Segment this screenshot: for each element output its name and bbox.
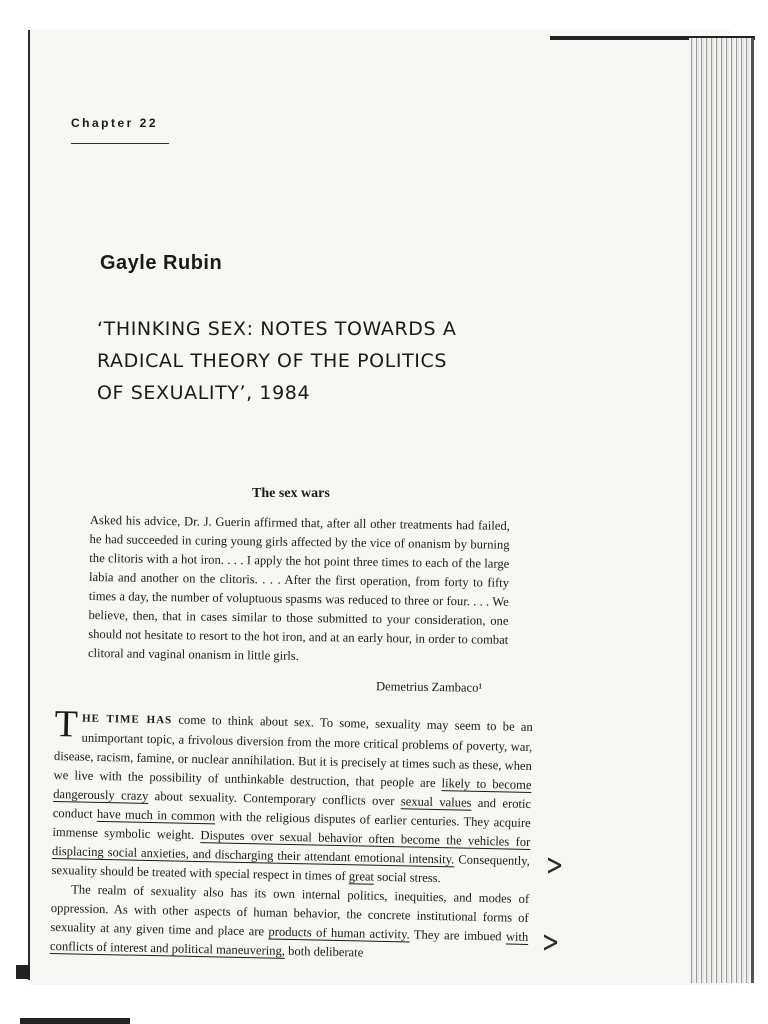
- text-run: come to think about sex. To some, sexuality may seem to be an unimportant topic, a frivolous diversion from the more critical problems of poverty, war, disease, racism, famine, or nuclear annihilation. But it is precisely at times such as these, when we live with the possibility of unthinkable destruction, that people are: [53, 712, 533, 791]
- chapter-rule: [71, 143, 169, 144]
- underlined-text: with conflicts of interest and political maneuvering,: [49, 929, 529, 958]
- underlined-text: Disputes over sexual behavior often become the vehicles for displacing social anxieties, and discharging their attendant emotional intensity.: [51, 828, 531, 867]
- underlined-text: likely to become dangerously crazy: [53, 776, 532, 803]
- underlined-text: great: [348, 869, 375, 884]
- drop-cap: T: [54, 703, 79, 746]
- paragraph: [50, 880, 529, 966]
- text-run: social stress.: [373, 869, 441, 886]
- title-line: OF SEXUALITY’, 1984: [97, 382, 311, 404]
- chapter-title: [97, 313, 517, 409]
- text-run: They are imbued: [409, 927, 507, 944]
- title-line: RADICAL THEORY OF THE POLITICS: [97, 350, 448, 372]
- margin-mark: >: [541, 925, 560, 960]
- scan-bottom-bar: [20, 1018, 130, 1024]
- text-run: about sexuality. Contemporary conflicts over: [148, 788, 401, 809]
- body-text: [49, 703, 533, 966]
- section-heading: The sex wars: [252, 486, 330, 501]
- epigraph-quote: Asked his advice, Dr. J. Guerin affirmed that, after all other treatments had failed, he had succeeded in curing young girls affected by the vice of onanism by burning the clitoris with a hot iron. . . . I apply the hot point three times to each of the large labia and another on the clitoris. . . . After the first operation, from forty to fifty times a day, the number of voluptuous spasms was reduced to three or four. . . . We believe, then, that in cases similar to those submitted to your consideration, one should not hesitate to resort to the hot iron, and at an early hour, in order to combat clitoral and vaginal onanism in little girls.: [87, 512, 510, 663]
- underlined-text: sexual values: [400, 794, 472, 810]
- text-run: both deliberate: [284, 943, 364, 960]
- title-line: ‘THINKING SEX: NOTES TOWARDS A: [97, 318, 457, 340]
- underlined-text: have much in common: [96, 806, 216, 824]
- text-run: The realm of sexuality also has its own internal politics, inequities, and modes of oppression. As with other aspects of human behavior, the concrete institutional forms of sexuality at any given time and place are: [50, 882, 530, 939]
- text-run: and erotic conduct: [52, 795, 532, 821]
- paragraph: [51, 703, 533, 890]
- text-run: Consequently, sexuality should be treated with special respect in times of: [51, 852, 531, 884]
- text-run: with the religious disputes of earlier centuries. They acquire immense symbolic weight.: [52, 809, 531, 843]
- scan-corner-mark: [16, 965, 30, 979]
- underlined-text: products of human activity.: [268, 924, 410, 942]
- author-name: Gayle Rubin: [100, 252, 223, 274]
- book-page-edges: [689, 38, 754, 983]
- epigraph-attribution: Demetrius Zambaco¹: [375, 679, 483, 695]
- chapter-label: Chapter 22: [71, 116, 159, 130]
- lead-in: HE TIME HAS: [81, 712, 173, 727]
- margin-mark: >: [545, 848, 564, 883]
